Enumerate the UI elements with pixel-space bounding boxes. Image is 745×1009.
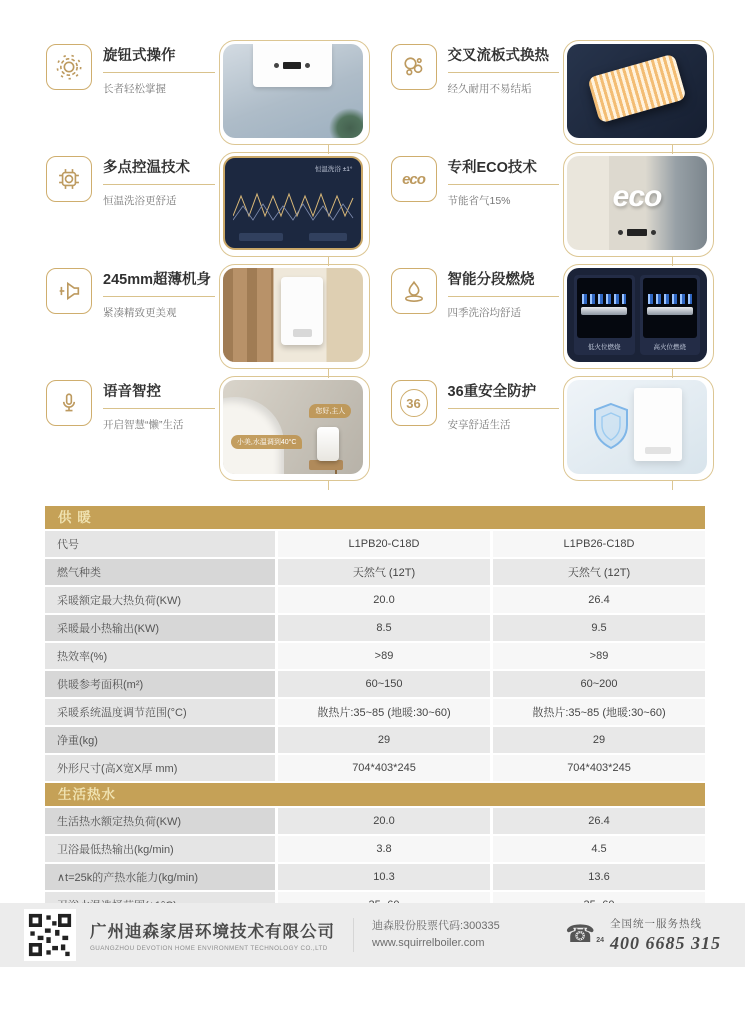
interior-heater-photo [223, 268, 363, 362]
row-value: 60~200 [493, 671, 705, 697]
row-value: 天然气 (12T) [278, 559, 490, 585]
row-value: L1PB26-C18D [493, 531, 705, 557]
table-row [45, 808, 705, 834]
row-label: 采暖最小热输出(KW) [45, 615, 275, 641]
table-row [45, 559, 705, 585]
row-label: 净重(kg) [45, 727, 275, 753]
row-label: 燃气种类 [45, 559, 275, 585]
row-value: 13.6 [493, 864, 705, 890]
feature-photo-frame [567, 380, 707, 474]
feature-photo-frame [567, 268, 707, 362]
feature-subtitle: 恒温洗浴更舒适 [103, 195, 177, 207]
feature-title: 交叉流板式换热 [448, 44, 560, 73]
row-value: 9.5 [493, 615, 705, 641]
burner-comparison-photo [567, 268, 707, 362]
spec-table [45, 506, 705, 918]
burner-low [574, 275, 635, 355]
row-value: 704*403*245 [278, 755, 490, 781]
slim-body-icon [46, 268, 92, 314]
feature-title: 语音智控 [103, 380, 215, 409]
feature-photo-frame [567, 44, 707, 138]
row-value: 20.0 [278, 587, 490, 613]
feature-subtitle: 开启智慧“懒”生活 [103, 419, 184, 431]
row-value: 散热片:35~85 (地暖:30~60) [493, 699, 705, 725]
eco-logo-text: eco [612, 180, 662, 214]
feature-title: 旋钮式操作 [103, 44, 215, 73]
row-value: 3.8 [278, 836, 490, 862]
feature-eco-patent [391, 156, 708, 252]
row-value: 26.4 [493, 587, 705, 613]
company-name-cn: 广州迪森家居环境技术有限公司 [90, 923, 335, 941]
footer-divider [353, 918, 354, 952]
row-value: 天然气 (12T) [493, 559, 705, 585]
safety-shield-photo [567, 380, 707, 474]
speech-bubble: 您好,主人 [309, 404, 351, 418]
badge-36-text: 36 [400, 389, 428, 417]
row-label: 采暖额定最大热负荷(KW) [45, 587, 275, 613]
row-value: >89 [278, 643, 490, 669]
hotline-number: 400 6685 315 [610, 933, 721, 953]
feature-photo-frame [223, 268, 363, 362]
feature-subtitle: 经久耐用不易结垢 [447, 83, 532, 95]
row-label: 卫浴最低热输出(kg/min) [45, 836, 275, 862]
knob-icon [46, 44, 92, 90]
eco-logo-photo [567, 156, 707, 250]
company-name-en: GUANGZHOU DEVOTION HOME ENVIRONMENT TECHNOLOGY CO.,LTD [90, 945, 328, 952]
row-label: 外形尺寸(高X宽X厚 mm) [45, 755, 275, 781]
footer-bar [0, 903, 745, 967]
row-label: 代号 [45, 531, 275, 557]
section-header-hot-water: 生活热水 [45, 783, 705, 806]
flame-icon [391, 268, 437, 314]
feature-title: 专利ECO技术 [448, 156, 560, 185]
row-value: 29 [278, 727, 490, 753]
feature-crossflow-plate [391, 44, 708, 140]
table-row [45, 531, 705, 557]
plates-icon [391, 44, 437, 90]
hotline-label: 全国统一服务热线 [610, 918, 702, 930]
voice-bathroom-photo [223, 380, 363, 474]
feature-title: 36重安全防护 [448, 380, 560, 409]
stock-website-block [372, 918, 500, 952]
feature-photo-frame [223, 44, 363, 138]
feature-segmented-combustion [391, 268, 708, 364]
company-block [90, 918, 335, 952]
feature-multipoint-temp [46, 156, 363, 252]
row-value: >89 [493, 643, 705, 669]
burner-caption: 低火位燃烧 [588, 344, 621, 351]
phone-24h-badge: 24 [596, 936, 604, 944]
burner-caption: 高火位燃烧 [653, 344, 686, 351]
shield-graphic [589, 401, 633, 451]
features-grid [0, 0, 745, 476]
row-value: 8.5 [278, 615, 490, 641]
table-row [45, 755, 705, 781]
feature-subtitle: 长者轻松掌握 [103, 83, 166, 95]
heat-exchanger-photo [567, 44, 707, 138]
table-row [45, 699, 705, 725]
row-value: 26.4 [493, 808, 705, 834]
row-value: 10.3 [278, 864, 490, 890]
row-value: L1PB20-C18D [278, 531, 490, 557]
row-label: ∧t=25k的产热水能力(kg/min) [45, 864, 275, 890]
temp-display-photo [223, 156, 363, 250]
feature-slim-body [46, 268, 363, 364]
table-row [45, 727, 705, 753]
table-row [45, 864, 705, 890]
feature-subtitle: 节能省气15% [447, 195, 511, 207]
badge-36-icon [391, 380, 437, 426]
speech-bubble: 小美,水温调到40°C [231, 435, 303, 449]
feature-title: 智能分段燃烧 [448, 268, 560, 297]
feature-photo-frame [223, 156, 363, 250]
row-value: 704*403*245 [493, 755, 705, 781]
panel-caption: 恒温洗浴 ±1° [314, 166, 353, 173]
feature-title: 245mm超薄机身 [103, 268, 215, 297]
table-row [45, 615, 705, 641]
row-label: 采暖系统温度调节范围(°C) [45, 699, 275, 725]
eco-icon-text: eco [402, 170, 425, 188]
row-value: 60~150 [278, 671, 490, 697]
row-label: 供暖参考面积(m²) [45, 671, 275, 697]
phone-icon: ☎ [565, 921, 596, 948]
heater-sky-photo [223, 44, 363, 138]
table-row [45, 643, 705, 669]
section-header-heating: 供 暖 [45, 506, 705, 529]
row-value: 20.0 [278, 808, 490, 834]
burner-high [640, 275, 701, 355]
table-row [45, 671, 705, 697]
row-label: 生活热水额定热负荷(KW) [45, 808, 275, 834]
feature-subtitle: 四季洗浴均舒适 [447, 307, 521, 319]
feature-voice-control [46, 380, 363, 476]
feature-knob-operation [46, 44, 363, 140]
chip-icon [46, 156, 92, 202]
feature-subtitle: 紧凑精致更美观 [103, 307, 177, 319]
eco-icon [391, 156, 437, 202]
feature-safety-protection [391, 380, 708, 476]
feature-title: 多点控温技术 [103, 156, 215, 185]
mic-icon [46, 380, 92, 426]
table-row [45, 587, 705, 613]
temp-curve-graphic [233, 182, 355, 226]
feature-photo-frame [223, 380, 363, 474]
row-value: 4.5 [493, 836, 705, 862]
row-value: 29 [493, 727, 705, 753]
row-label: 热效率(%) [45, 643, 275, 669]
website-url[interactable]: www.squirrelboiler.com [372, 937, 485, 949]
feature-subtitle: 安享舒适生活 [447, 419, 511, 431]
qr-code [24, 909, 76, 961]
feature-photo-frame [567, 156, 707, 250]
table-row [45, 836, 705, 862]
stock-code: 迪森股份股票代码:300335 [372, 919, 500, 932]
hotline-block [565, 916, 721, 954]
row-value: 散热片:35~85 (地暖:30~60) [278, 699, 490, 725]
